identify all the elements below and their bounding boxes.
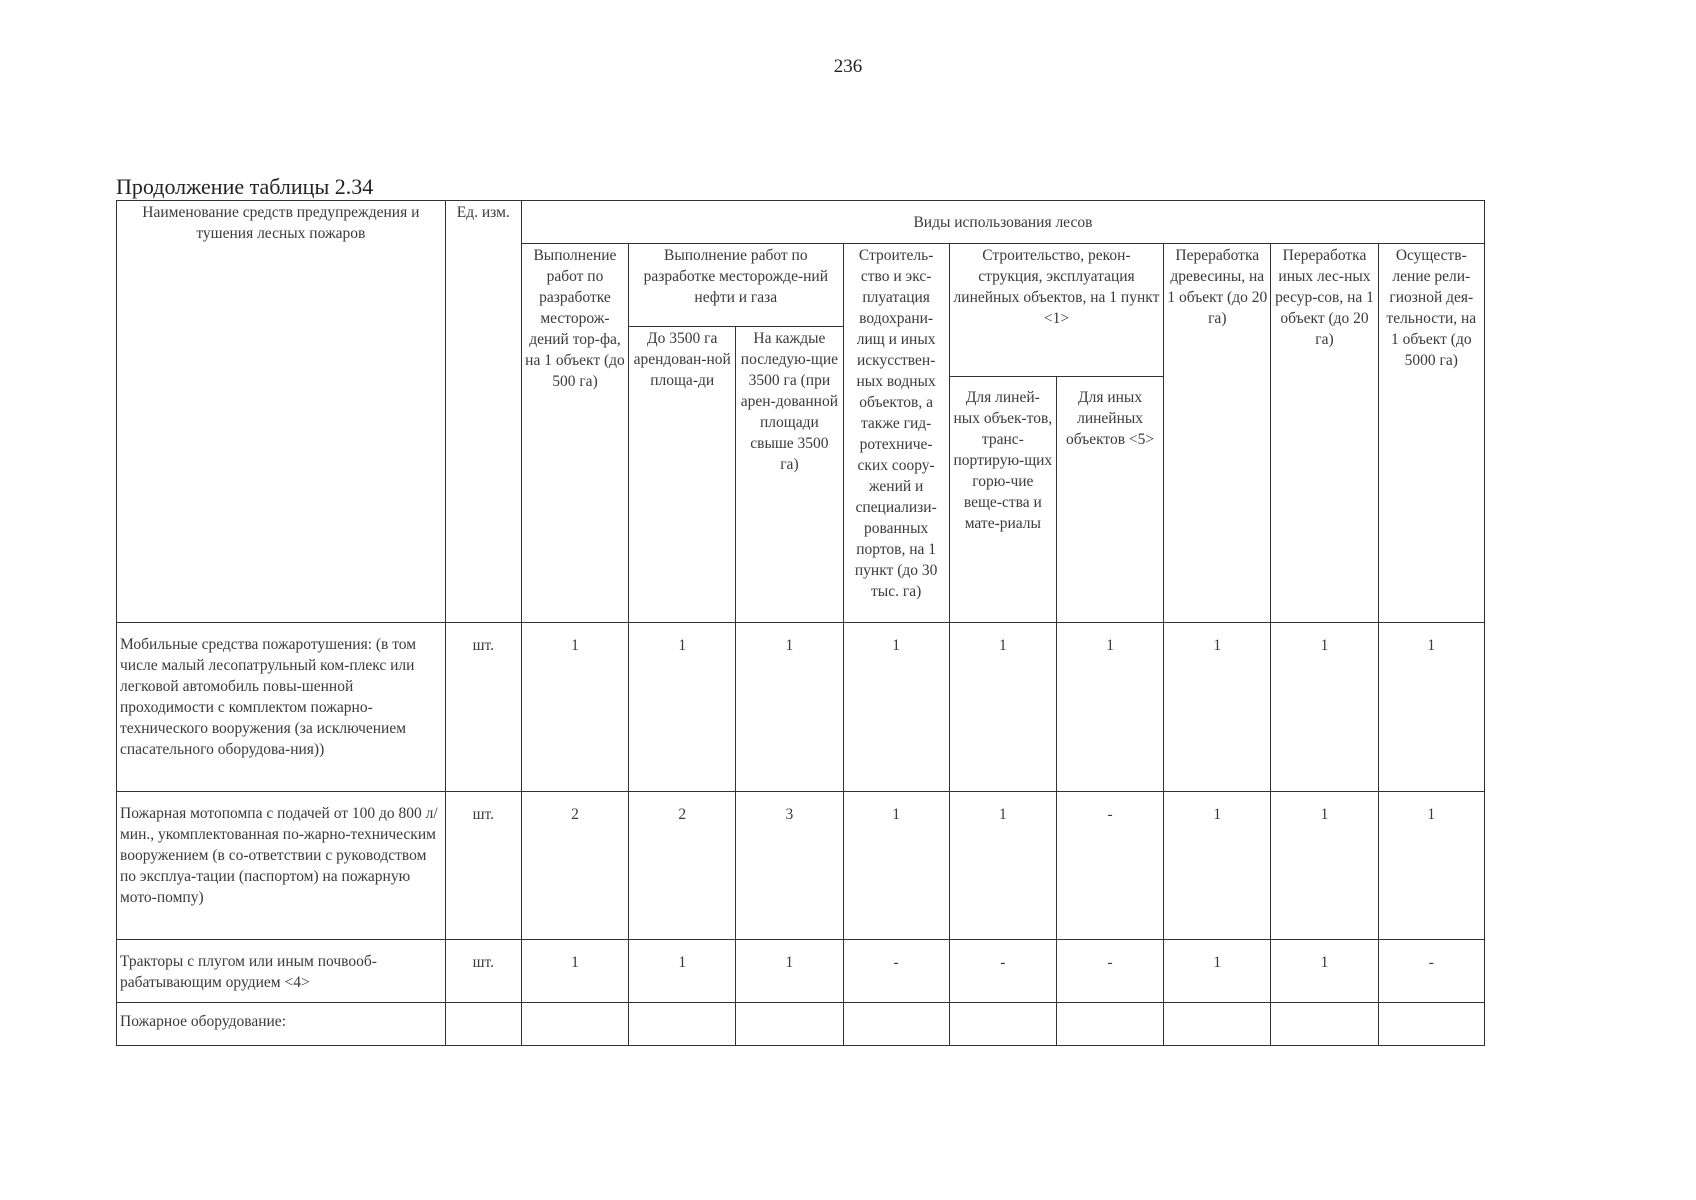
row-value: - [1056,940,1163,1003]
row-value: 3 [736,792,843,940]
row-value [629,1003,736,1046]
row-value: 1 [1378,623,1484,792]
row-value: 1 [629,623,736,792]
table-caption: Продолжение таблицы 2.34 [116,174,374,199]
row-value: 2 [629,792,736,940]
equipment-table [116,200,1485,1046]
header-oil-gas-sub1: До 3500 га арендован-ной площа-ди [629,327,736,623]
row-value: 2 [521,792,628,940]
row-name: Пожарное оборудование: [117,1003,446,1046]
table-row [117,1003,1485,1046]
row-value [1056,1003,1163,1046]
row-value: 1 [843,623,949,792]
row-value: - [1056,792,1163,940]
row-value: 1 [736,940,843,1003]
row-value [521,1003,628,1046]
table-row [117,792,1485,940]
row-value [1378,1003,1484,1046]
row-value: 1 [629,940,736,1003]
row-value: 1 [1271,792,1378,940]
header-linear: Строительство, рекон-струкция, эксплуатация линейных объектов, на 1 пункт <1> [949,244,1163,377]
row-value: 1 [1164,623,1271,792]
header-reservoirs: Строитель-ство и экс-плуатация водохрани-лищ и иных искусствен-ных водных объектов, а также гид-ротехниче-ских соору-жений и специализи-рованных портов, на 1 пункт (до 30 тыс. га) [843,244,949,623]
header-group-title: Виды использования лесов [521,201,1484,244]
row-unit: шт. [445,792,521,940]
row-value: 1 [1271,940,1378,1003]
row-name: Тракторы с плугом или иным почвооб-рабатывающим орудием <4> [117,940,446,1003]
header-unit-col: Ед. изм. [445,201,521,623]
row-value: 1 [949,792,1056,940]
header-other-resources: Переработка иных лес-ных ресур-сов, на 1 объект (до 20 га) [1271,244,1378,623]
row-value: 1 [949,623,1056,792]
page-number: 236 [833,56,863,77]
row-value [736,1003,843,1046]
row-value [1271,1003,1378,1046]
table-row [117,623,1485,792]
row-value: 1 [1164,792,1271,940]
row-unit: шт. [445,940,521,1003]
header-oil-gas-sub2: На каждые последую-щие 3500 га (при арен-дованной площади свыше 3500 га) [736,327,843,623]
header-wood: Переработка древесины, на 1 объект (до 20 га) [1164,244,1271,623]
row-value: 1 [1056,623,1163,792]
row-unit: шт. [445,623,521,792]
header-religious: Осуществ-ление рели-гиозной дея-тельности, на 1 объект (до 5000 га) [1378,244,1484,623]
row-value: 1 [521,940,628,1003]
table-row [117,940,1485,1003]
header-row-1 [117,201,1485,244]
row-name: Пожарная мотопомпа с подачей от 100 до 800 л/мин., укомплектованная по-жарно-техническим вооружением (в со-ответствии с руководством по эксплуа-тации (паспортом) на пожарную мото-помпу) [117,792,446,940]
header-linear-sub1: Для линей-ных объек-тов, транс-портирую-щих горю-чие веще-ства и мате-риалы [949,377,1056,623]
row-value: 1 [1271,623,1378,792]
header-name-col: Наименование средств предупреждения и тушения лесных пожаров [117,201,446,623]
row-unit [445,1003,521,1046]
row-value: 1 [736,623,843,792]
row-value [949,1003,1056,1046]
row-value: - [1378,940,1484,1003]
row-value: 1 [1164,940,1271,1003]
row-name: Мобильные средства пожаротушения: (в том числе малый лесопатрульный ком-плекс или легковой автомобиль повы-шенной проходимости с комплектом пожарно-технического вооружения (за исключением спасательного оборудова-ния)) [117,623,446,792]
row-value [843,1003,949,1046]
header-peat: Выполнение работ по разработке месторож-дений тор-фа, на 1 объект (до 500 га) [521,244,628,623]
row-value: 1 [1378,792,1484,940]
row-value: 1 [521,623,628,792]
row-value [1164,1003,1271,1046]
header-linear-sub2: Для иных линейных объектов <5> [1056,377,1163,623]
row-value: - [843,940,949,1003]
row-value: - [949,940,1056,1003]
header-oil-gas: Выполнение работ по разработке месторожде-ний нефти и газа [629,244,843,327]
row-value: 1 [843,792,949,940]
